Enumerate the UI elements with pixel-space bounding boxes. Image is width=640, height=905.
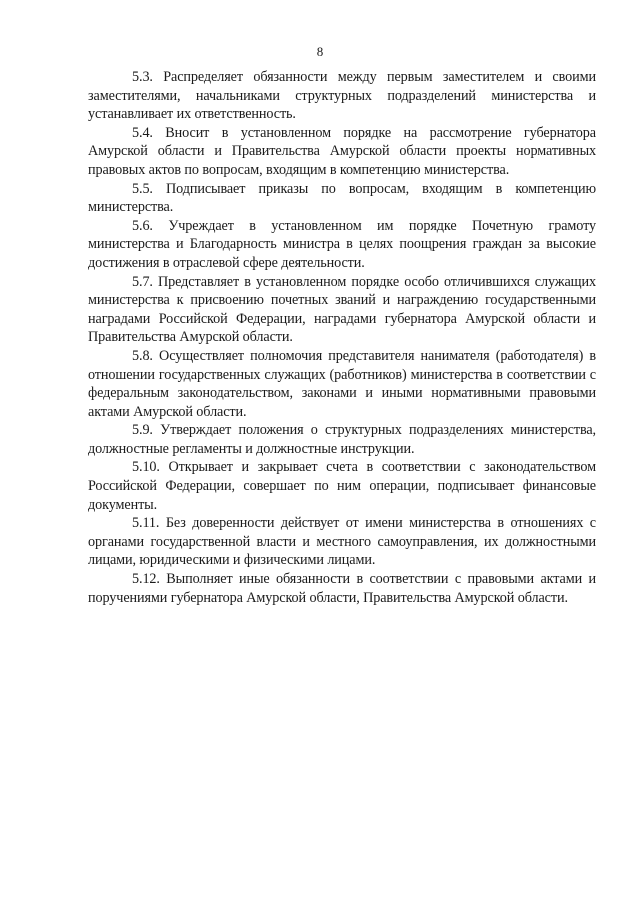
paragraph-5-5: 5.5. Подписывает приказы по вопросам, входящим в компетенцию министерства. <box>88 180 596 216</box>
paragraph-5-7: 5.7. Представляет в установленном порядке особо отличившихся служащих министерства к присвоению почетных званий и награждению государственными наградами Российской Федерации, наградами губернатора Амурской области и Правительства Амурской области. <box>88 273 596 346</box>
paragraph-5-9: 5.9. Утверждает положения о структурных подразделениях министерства, должностные регламенты и должностные инструкции. <box>88 422 596 457</box>
paragraph-5-12: 5.12. Выполняет иные обязанности в соответствии с правовыми актами и поручениями губернатора Амурской области, Правительства Амурской области. <box>88 571 596 606</box>
document-body <box>88 68 596 607</box>
paragraph-5-3: 5.3. Распределяет обязанности между первым заместителем и своими заместителями, начальниками структурных подразделений министерства и устанавливает их ответственность. <box>88 69 596 123</box>
paragraph-5-8: 5.8. Осуществляет полномочия представителя нанимателя (работодателя) в отношении государственных служащих (работников) министерства в соответствии с федеральным законодательством, законами и иными нормативными правовыми актами Амурской области. <box>88 347 596 420</box>
paragraph-5-6: 5.6. Учреждает в установленном им порядке Почетную грамоту министерства и Благодарность министра в целях поощрения граждан за высокие достижения в отраслевой сфере деятельности. <box>88 217 596 271</box>
paragraph-5-4: 5.4. Вносит в установленном порядке на рассмотрение губернатора Амурской области и Правительства Амурской области проекты нормативных правовых актов по вопросам, входящим в компетенцию министерства. <box>88 124 596 178</box>
page-number: 8 <box>316 44 324 59</box>
paragraph-5-11: 5.11. Без доверенности действует от имени министерства в отношениях с органами государственной власти и местного самоуправления, их должностными лицами, юридическими и физическими лицами. <box>88 515 596 569</box>
paragraph-5-10: 5.10. Открывает и закрывает счета в соответствии с законодательством Российской Федерации, совершает по ним операции, подписывает финансовые документы. <box>88 459 596 513</box>
